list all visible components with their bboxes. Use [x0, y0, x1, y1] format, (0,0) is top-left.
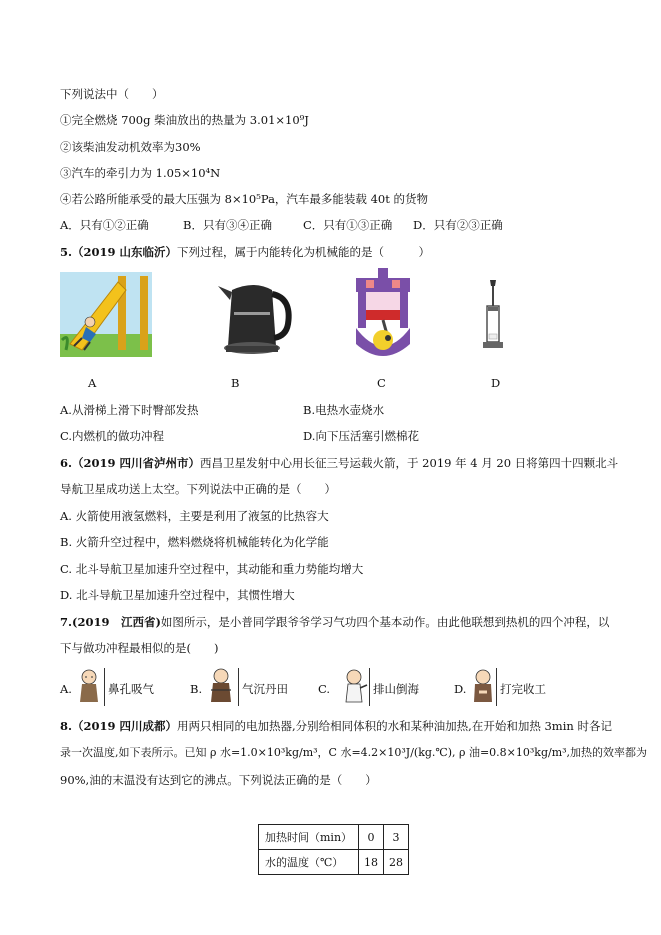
table-cell: 18	[359, 850, 384, 875]
q6-number: 6.	[60, 456, 73, 470]
q4-statement-4: ④若公路所能承受的最大压强为 8×10⁵Pa，汽车最多能装载 40t 的货物	[60, 192, 428, 206]
person-pushing-icon	[342, 668, 368, 704]
table-cell: 0	[359, 825, 384, 850]
table-cell: 3	[384, 825, 409, 850]
table-cell: 水的温度（℃）	[259, 850, 359, 875]
q7-option-c-text: 排山倒海	[373, 682, 419, 696]
q6-source: （2019 四川省泸州市）	[72, 456, 201, 470]
fig-label-d: D	[491, 376, 501, 390]
q4-option-a: A．只有①②正确	[60, 218, 149, 232]
q6-option-c: C. 北斗导航卫星加速升空过程中，其动能和重力势能均增大	[60, 562, 364, 576]
fig-label-a: A	[88, 376, 97, 390]
q4-statement-2: ②该柴油发动机效率为30%	[60, 140, 201, 154]
person-breathing-icon	[76, 668, 102, 704]
q7-option-a-letter: A.	[60, 682, 72, 696]
q7-divider-d	[496, 668, 497, 706]
person-qigong-icon	[208, 668, 234, 704]
q5-stem	[60, 244, 430, 260]
q6-option-b: B. 火箭升空过程中，燃料燃烧将机械能转化为化学能	[60, 535, 329, 549]
q5-option-b: B.电热水壶烧水	[303, 403, 385, 417]
table-row	[259, 850, 409, 875]
q4-option-b: B．只有③④正确	[183, 218, 272, 232]
table-row	[259, 825, 409, 850]
q8-text-1: 用两只相同的电加热器,分别给相同体积的水和某种油加热,在开始和加热 3min 时各记	[177, 719, 612, 733]
q5-source: （2019 山东临沂）	[72, 245, 178, 259]
q7-option-b-letter: B.	[190, 682, 203, 696]
q4-statement-1: ①完全燃烧 700g 柴油放出的热量为 3.01×10⁹J	[60, 113, 309, 127]
table-cell: 28	[384, 850, 409, 875]
q7-option-d-text: 打完收工	[500, 682, 546, 696]
q6-text-1: 西昌卫星发射中心用长征三号运载火箭，于 2019 年 4 月 20 日将第四十四颗北斗	[200, 456, 619, 470]
q7-divider-c	[369, 668, 370, 706]
q4-statement-3: ③汽车的牵引力为 1.05×10⁴N	[60, 166, 221, 180]
q8-source: （2019 四川成都）	[72, 719, 178, 733]
q7-option-d-letter: D.	[454, 682, 467, 696]
q8-stem-line-1	[60, 718, 612, 734]
engine-cylinder-figure	[350, 268, 416, 360]
fire-syringe-figure	[482, 280, 504, 352]
fig-label-c: C	[377, 376, 386, 390]
q6-stem-line-1	[60, 455, 618, 471]
q7-stem-line-2: 下与做功冲程最相似的是( )	[60, 641, 219, 655]
q6-option-a: A. 火箭使用液氢燃料，主要是利用了液氢的比热容大	[60, 509, 329, 523]
q7-number: 7.	[60, 615, 73, 629]
person-finishing-icon	[470, 668, 496, 704]
q7-option-a-text: 鼻孔吸气	[108, 682, 154, 696]
q6-option-d: D. 北斗导航卫星加速升空过程中，其惯性增大	[60, 588, 295, 602]
q4-option-d: D．只有②③正确	[413, 218, 503, 232]
slide-figure	[60, 272, 152, 357]
q8-number: 8.	[60, 719, 73, 733]
table-cell: 加热时间（min）	[259, 825, 359, 850]
q8-stem-line-2: 录一次温度,如下表所示。已知 ρ 水=1.0×10³kg/m³，C 水=4.2×10³J/(kg.℃), ρ 油=0.8×10³kg/m³,加热的效率都为	[60, 746, 648, 759]
q7-divider-a	[104, 668, 105, 706]
q4-option-c: C．只有①③正确	[303, 218, 393, 232]
q5-option-a: A.从滑梯上滑下时臀部发热	[60, 403, 199, 417]
fig-label-b: B	[231, 376, 240, 390]
q5-option-c: C.内燃机的做功冲程	[60, 429, 165, 443]
q5-option-d: D.向下压活塞引燃棉花	[303, 429, 419, 443]
q7-stem-line-1	[60, 614, 609, 630]
q4-stem-tail: 下列说法中（ ）	[60, 87, 164, 101]
q7-divider-b	[238, 668, 239, 706]
q5-number: 5.	[60, 245, 73, 259]
q6-stem-line-2: 导航卫星成功送上太空。下列说法中正确的是（ ）	[60, 482, 336, 496]
q5-text: 下列过程，属于内能转化为机械能的是（ ）	[177, 245, 431, 259]
kettle-figure	[214, 276, 296, 356]
q7-text-1: 如图所示，是小普同学跟爷爷学习气功四个基本动作。由此他联想到热机的四个冲程，以	[160, 615, 610, 629]
q8-stem-line-3: 90%,油的末温没有达到它的沸点。下列说法正确的是（ ）	[60, 773, 377, 787]
q7-source: (2019 江西省)	[72, 615, 161, 629]
q8-data-table	[258, 824, 409, 875]
q7-option-c-letter: C.	[318, 682, 331, 696]
q7-option-b-text: 气沉丹田	[242, 682, 288, 696]
